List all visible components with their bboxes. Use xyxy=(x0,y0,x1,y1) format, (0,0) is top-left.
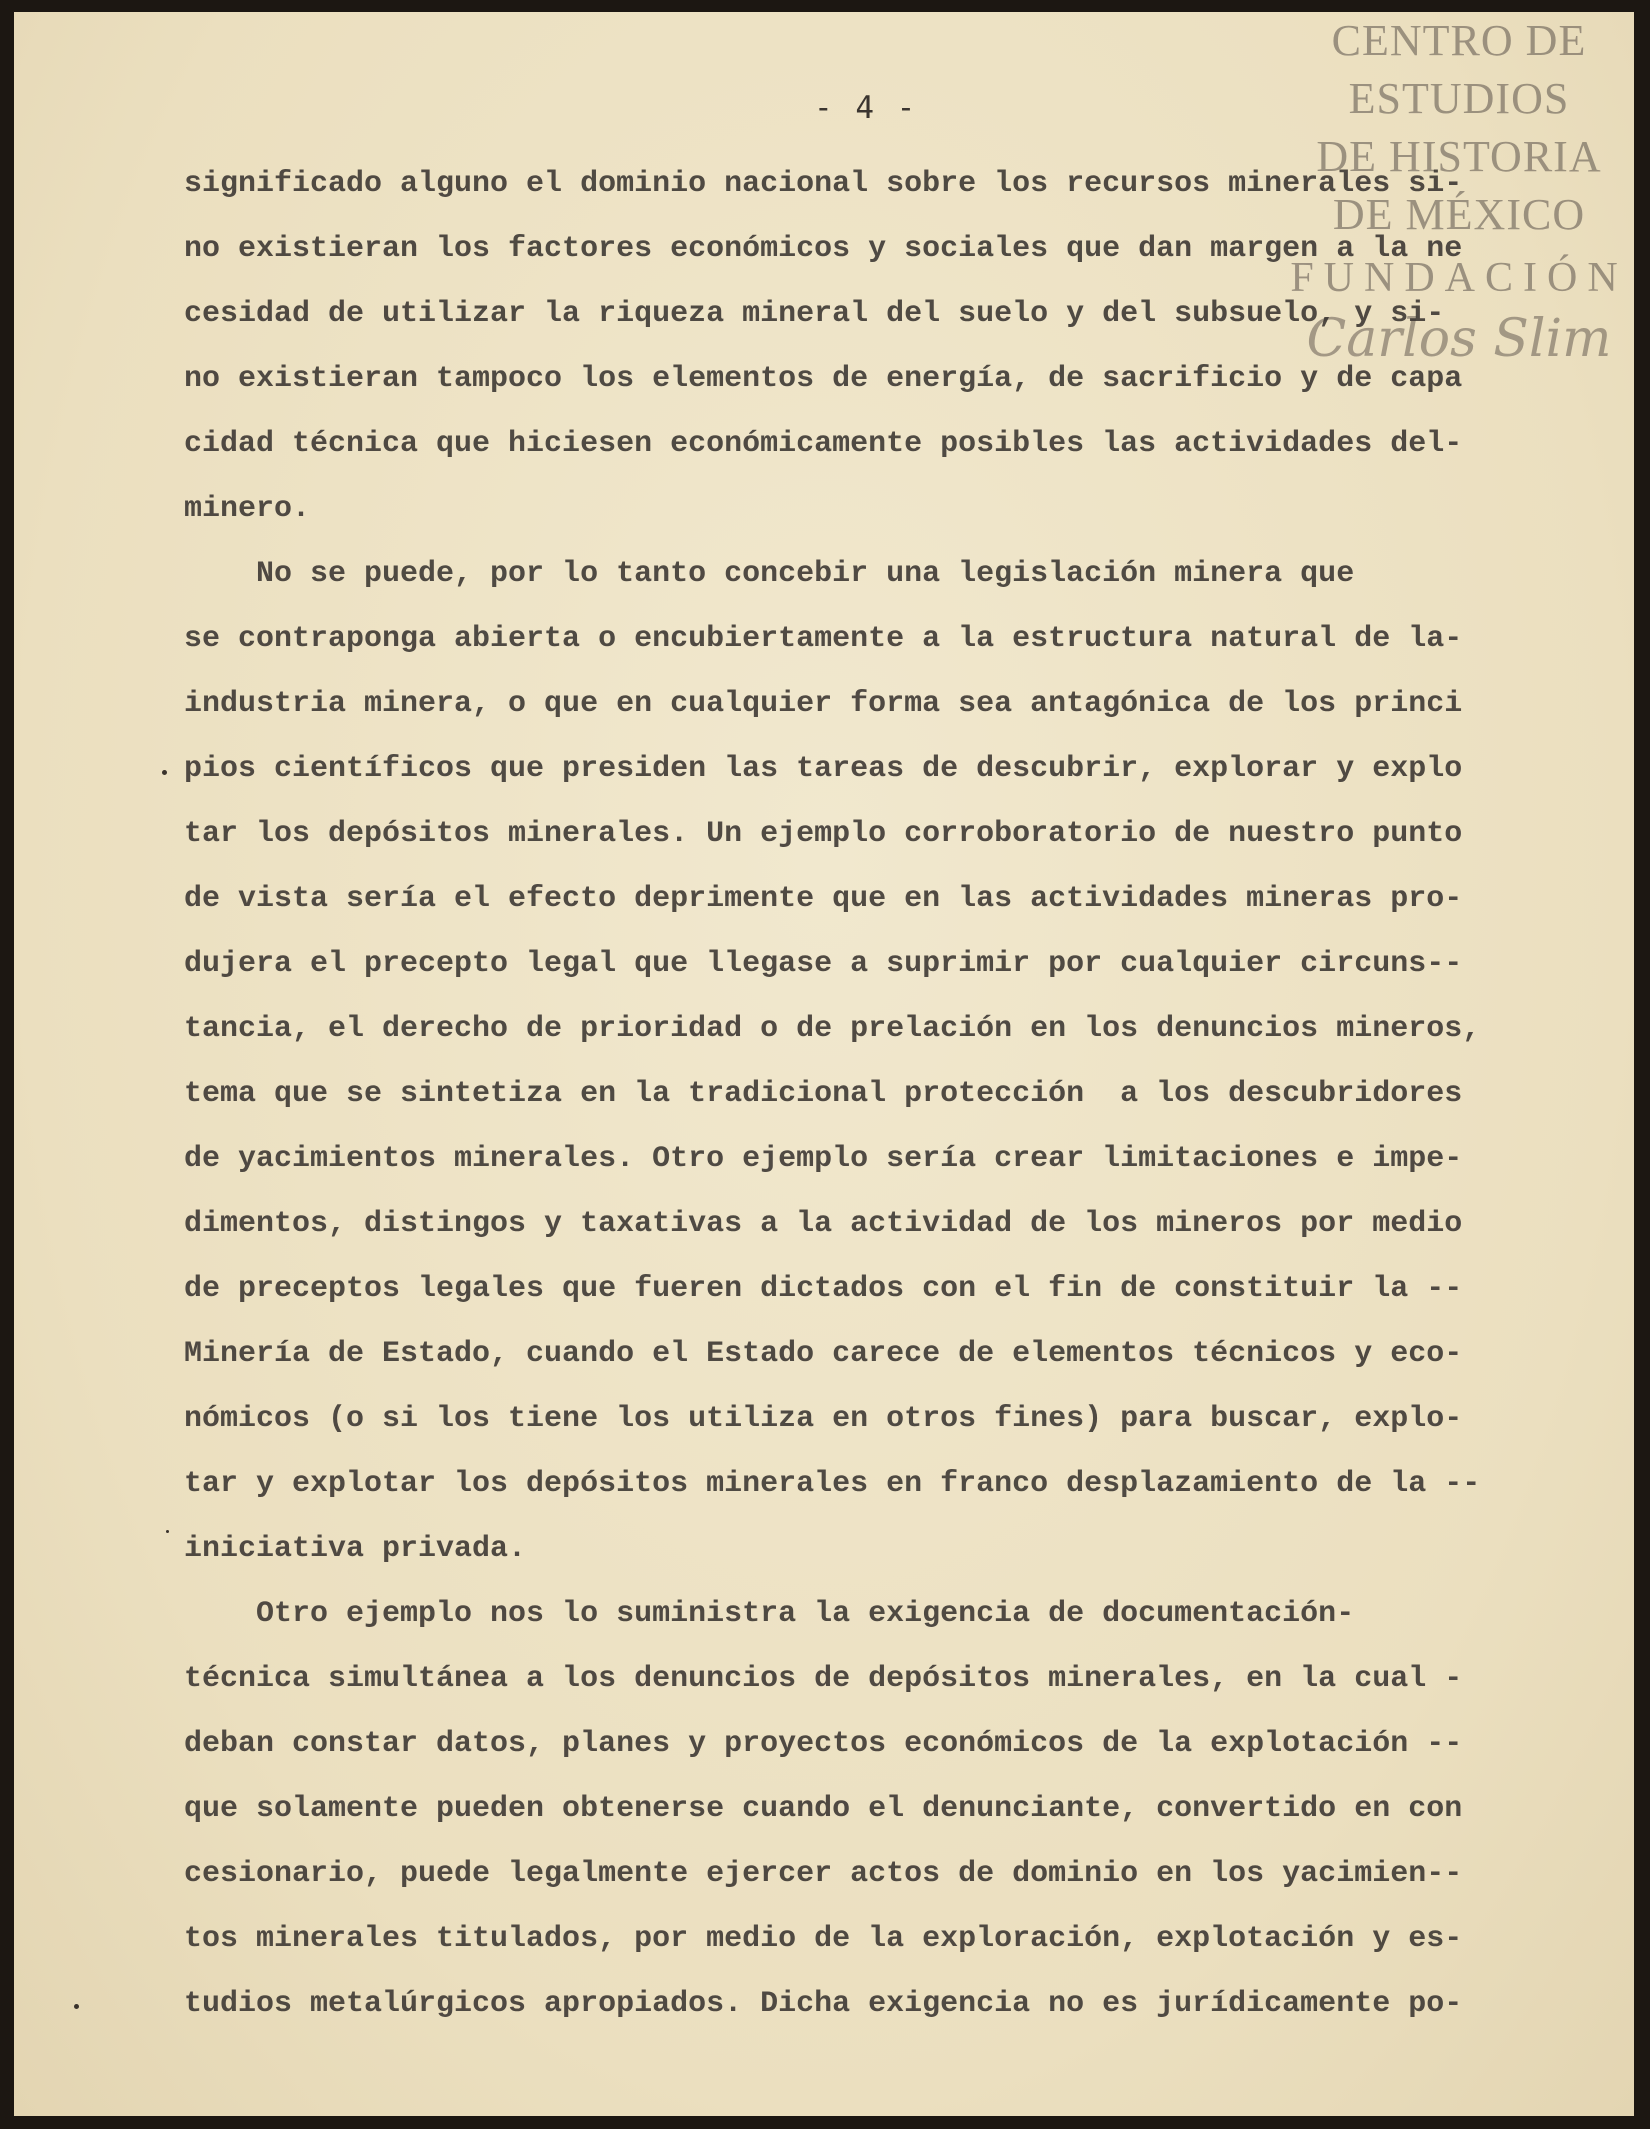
text-line: de preceptos legales que fueren dictados con el fin de constituir la -- xyxy=(184,1272,1463,1306)
watermark-line: DE MÉXICO xyxy=(1332,190,1586,239)
page-number: - 4 - xyxy=(814,90,918,126)
watermark-line: CENTRO DE xyxy=(1331,16,1587,65)
text-line: Otro ejemplo nos lo suministra la exigencia de documentación- xyxy=(184,1597,1355,1631)
text-line: dimentos, distingos y taxativas a la actividad de los mineros por medio xyxy=(184,1207,1463,1241)
typewritten-body xyxy=(184,152,1584,2037)
text-line: que solamente pueden obtenerse cuando el denunciante, convertido en con xyxy=(184,1792,1463,1826)
text-line: industria minera, o que en cualquier forma sea antagónica de los princi xyxy=(184,687,1463,721)
text-line: tar los depósitos minerales. Un ejemplo corroboratorio de nuestro punto xyxy=(184,817,1463,851)
text-line: no existieran tampoco los elementos de energía, de sacrificio y de capa xyxy=(184,362,1463,396)
text-line: tancia, el derecho de prioridad o de prelación en los denuncios mineros, xyxy=(184,1012,1481,1046)
text-line: se contraponga abierta o encubiertamente a la estructura natural de la- xyxy=(184,622,1463,656)
ink-speck xyxy=(166,1530,169,1533)
text-line: minero. xyxy=(184,492,311,526)
text-line: no existieran los factores económicos y sociales que dan margen a la ne xyxy=(184,232,1463,266)
text-line: deban constar datos, planes y proyectos económicos de la explotación -- xyxy=(184,1727,1463,1761)
text-line: Minería de Estado, cuando el Estado carece de elementos técnicos y eco- xyxy=(184,1337,1463,1371)
text-line: tema que se sintetiza en la tradicional protección a los descubridores xyxy=(184,1077,1463,1111)
text-line: pios científicos que presiden las tareas de descubrir, explorar y explo xyxy=(184,752,1463,786)
text-line: No se puede, por lo tanto concebir una legislación minera que xyxy=(184,557,1355,591)
text-line: iniciativa privada. xyxy=(184,1532,527,1566)
watermark-fundacion: FUNDACIÓN xyxy=(1290,255,1628,301)
text-line: significado alguno el dominio nacional sobre los recursos minerales si- xyxy=(184,167,1463,201)
ink-speck xyxy=(74,2004,79,2009)
text-line: cidad técnica que hiciesen económicamente posibles las actividades del- xyxy=(184,427,1463,461)
watermark-signature: Carlos Slim xyxy=(1306,309,1612,369)
ink-speck xyxy=(162,770,167,775)
text-line: dujera el precepto legal que llegase a suprimir por cualquier circuns-- xyxy=(184,947,1463,981)
text-line: tos minerales titulados, por medio de la exploración, explotación y es- xyxy=(184,1922,1463,1956)
document-page xyxy=(14,12,1634,2116)
text-line: de vista sería el efecto deprimente que en las actividades mineras pro- xyxy=(184,882,1463,916)
watermark-line: ESTUDIOS xyxy=(1348,74,1570,123)
text-line: nómicos (o si los tiene los utiliza en otros fines) para buscar, explo- xyxy=(184,1402,1463,1436)
text-line: técnica simultánea a los denuncios de depósitos minerales, en la cual - xyxy=(184,1662,1463,1696)
text-line: de yacimientos minerales. Otro ejemplo sería crear limitaciones e impe- xyxy=(184,1142,1463,1176)
watermark-line: DE HISTORIA xyxy=(1316,132,1602,181)
text-line: tar y explotar los depósitos minerales en franco desplazamiento de la -- xyxy=(184,1467,1481,1501)
text-line: cesidad de utilizar la riqueza mineral del suelo y del subsuelo, y si- xyxy=(184,297,1445,331)
text-line: cesionario, puede legalmente ejercer actos de dominio en los yacimien-- xyxy=(184,1857,1463,1891)
text-line: tudios metalúrgicos apropiados. Dicha exigencia no es jurídicamente po- xyxy=(184,1987,1463,2021)
